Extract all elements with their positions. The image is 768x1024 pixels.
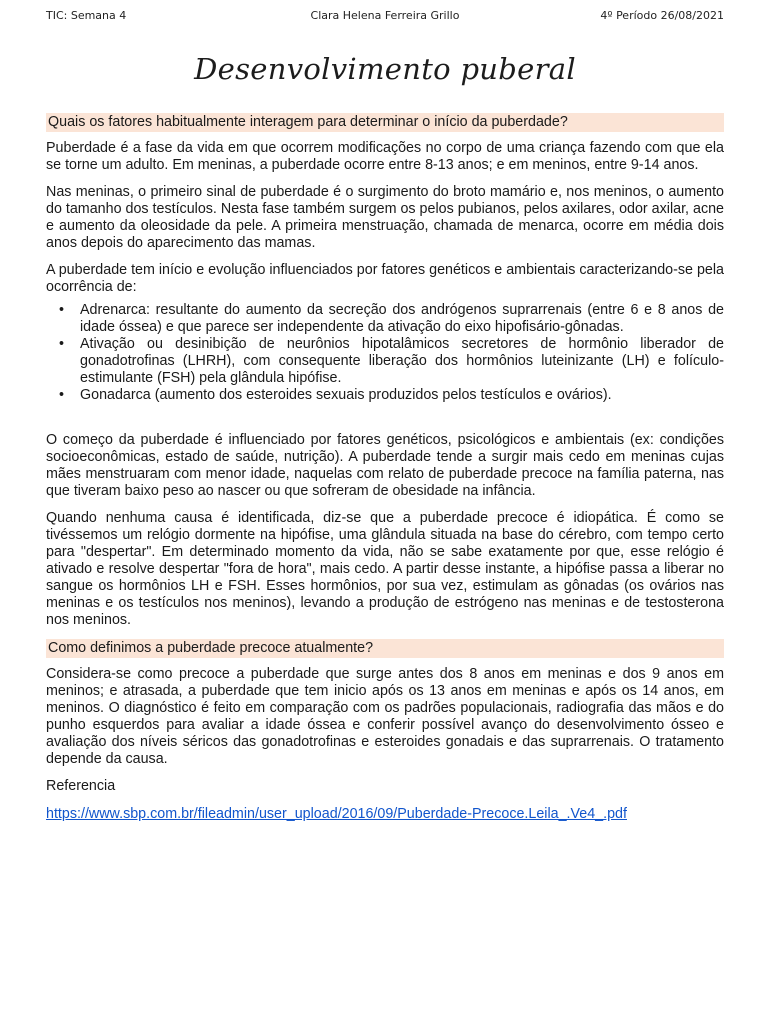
bullet-icon: •	[59, 302, 65, 318]
question-heading-1: Quais os fatores habitualmente interagem para determinar o início da puberdade?	[46, 113, 724, 132]
reference-label: Referencia	[46, 778, 116, 794]
spacer	[46, 404, 724, 432]
document-title: Desenvolvimento puberal	[194, 52, 576, 86]
bullet-list	[46, 302, 724, 404]
bullet-icon: •	[59, 387, 65, 403]
list-item	[59, 387, 724, 404]
list-item-text: Ativação ou desinibição de neurônios hipotalâmicos secretores de hormônio liberador de gonadotrofinas (LHRH), com consequente liberação dos hormônios luteinizante (LH) e folículo-estimulante (FSH) pela glândula hipófise.	[80, 336, 724, 386]
list-item-text: Adrenarca: resultante do aumento da secreção dos andrógenos suprarrenais (entre 6 e 8 anos de idade óssea) e que parece ser independente da ativação do eixo hipofisário-gônadas.	[80, 302, 724, 335]
list-item-text: Gonadarca (aumento dos esteroides sexuais produzidos pelos testículos e ovários).	[80, 387, 612, 403]
paragraph-6: Considera-se como precoce a puberdade que surge antes dos 8 anos em meninas e dos 9 anos em meninos; e atrasada, a puberdade que tem inicio após os 13 anos em meninas e após os 14 anos, em meninos. O diagnóstico é feito em comparação com os padrões populacionais, radiografia das mãos e do punho esquerdos para avaliar a idade óssea e conferir possível avanço do desenvolvimento ósseo e avaliação dos níveis séricos das gonadotrofinas e esteroides gonadais e das suprarrenais. O tratamento depende da causa.	[46, 666, 724, 767]
reference-link[interactable]: https://www.sbp.com.br/fileadmin/user_upload/2016/09/Puberdade-Precoce.Leila_.Ve4_.pdf	[46, 806, 627, 822]
question-heading-2: Como definimos a puberdade precoce atualmente?	[46, 639, 724, 658]
page-header	[46, 9, 724, 25]
paragraph-2: Nas meninas, o primeiro sinal de puberdade é o surgimento do broto mamário e, nos meninos, o aumento do tamanho dos testículos. Nesta fase também surgem os pelos pubianos, pelos axilares, odor axilar, acne e aumento da oleosidade da pele. A primeira menstruação, chamada de menarca, ocorre em média dois anos depois do aparecimento das mamas.	[46, 184, 724, 251]
bullet-icon: •	[59, 336, 65, 352]
paragraph-3: A puberdade tem início e evolução influenciados por fatores genéticos e ambientais caracterizando-se pela ocorrência de:	[46, 262, 724, 295]
paragraph-1: Puberdade é a fase da vida em que ocorrem modificações no corpo de uma criança fazendo com que ela se torne um adulto. Em meninas, a puberdade ocorre entre 8-13 anos; e em meninos, entre 9-14 anos.	[46, 140, 724, 173]
paragraph-4: O começo da puberdade é influenciado por fatores genéticos, psicológicos e ambientais (ex: condições socioeconômicas, estado de saúde, nutrição). A puberdade tende a surgir mais cedo em meninas cujas mães menstruaram com menor idade, naquelas com relato de puberdade precoce na família paterna, nas que tiveram baixo peso ao nascer ou que sofreram de obesidade na infância.	[46, 432, 724, 499]
header-left: TIC: Semana 4	[46, 9, 127, 22]
reference-line	[46, 806, 724, 823]
header-author: Clara Helena Ferreira Grillo	[310, 9, 460, 22]
list-item	[59, 336, 724, 387]
list-item	[59, 302, 724, 336]
document-body	[46, 113, 724, 833]
header-date: 4º Período 26/08/2021	[600, 9, 724, 22]
paragraph-5: Quando nenhuma causa é identificada, diz-se que a puberdade precoce é idiopática. É como se tivéssemos um relógio dormente na hipófise, uma glândula situada na base do cérebro, com tempo certo para "despertar". Em determinado momento da vida, não se sabe exatamente por que, esse relógio é ativado e resolve despertar "fora de hora", mais cedo. A partir desse instante, a hipófise passa a liberar no sangue os hormônios LH e FSH. Esses hormônios, por sua vez, estimulam as gônadas (os ovários nas meninas e os testículos nos meninos), levando a produção de estrógeno nas meninas e de testosterona nos meninos.	[46, 510, 724, 628]
